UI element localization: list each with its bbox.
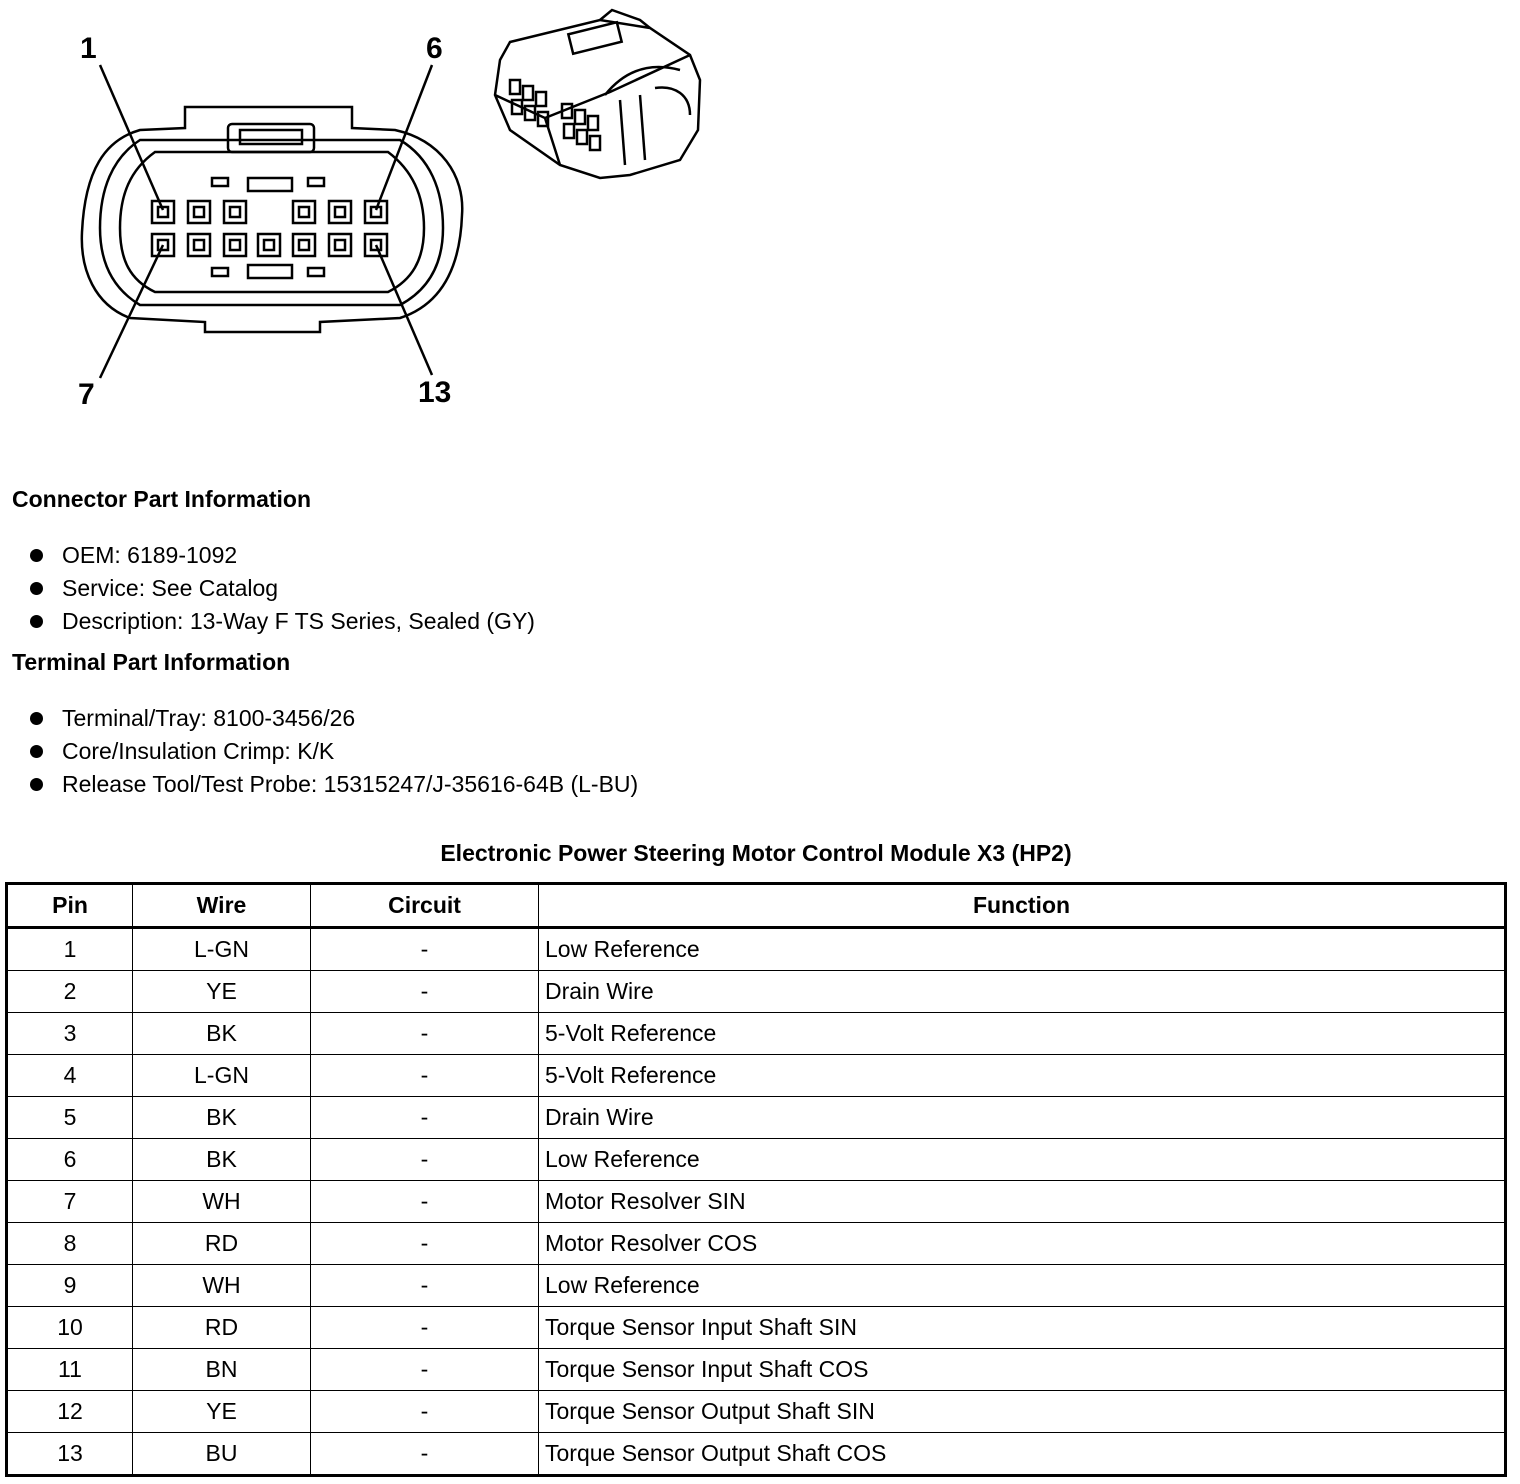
table-row: [7, 1181, 1506, 1223]
table-title: Electronic Power Steering Motor Control Module X3 (HP2): [440, 840, 1072, 866]
connector-isometric: [495, 10, 700, 178]
cell-wire: YE: [133, 1391, 311, 1433]
cell-pin: 9: [7, 1265, 133, 1307]
header-function: Function: [539, 884, 1506, 928]
cell-function: Torque Sensor Input Shaft SIN: [539, 1307, 1506, 1349]
table-row: [7, 1013, 1506, 1055]
cell-function: Low Reference: [539, 928, 1506, 971]
table-row: [7, 1349, 1506, 1391]
cell-circuit: -: [311, 1013, 539, 1055]
cell-wire: WH: [133, 1181, 311, 1223]
cell-circuit: -: [311, 1223, 539, 1265]
cell-function: Drain Wire: [539, 1097, 1506, 1139]
cell-wire: L-GN: [133, 1055, 311, 1097]
cell-wire: L-GN: [133, 928, 311, 971]
list-item: OEM: 6189-1092: [30, 539, 535, 572]
list-item: Terminal/Tray: 8100-3456/26: [30, 702, 638, 735]
callout-pin-6: 6: [426, 32, 443, 65]
table-row: [7, 1223, 1506, 1265]
cell-circuit: -: [311, 1139, 539, 1181]
cell-circuit: -: [311, 1349, 539, 1391]
connector-diagram: [0, 0, 760, 430]
cell-pin: 4: [7, 1055, 133, 1097]
list-item: Release Tool/Test Probe: 15315247/J-35616-64B (L-BU): [30, 768, 638, 801]
cell-wire: BK: [133, 1139, 311, 1181]
header-pin: Pin: [7, 884, 133, 928]
bullet-icon: [30, 582, 43, 595]
cell-wire: BK: [133, 1097, 311, 1139]
cell-wire: WH: [133, 1265, 311, 1307]
cell-circuit: -: [311, 1265, 539, 1307]
cell-function: Low Reference: [539, 1265, 1506, 1307]
cell-wire: BU: [133, 1433, 311, 1476]
bullet-icon: [30, 615, 43, 628]
bullet-icon: [30, 778, 43, 791]
cell-wire: RD: [133, 1307, 311, 1349]
cell-circuit: -: [311, 1307, 539, 1349]
cell-circuit: -: [311, 1097, 539, 1139]
cell-circuit: -: [311, 1181, 539, 1223]
cell-pin: 10: [7, 1307, 133, 1349]
callout-pin-1: 1: [80, 32, 97, 65]
cell-pin: 2: [7, 971, 133, 1013]
terminal-part-info-list: [30, 702, 638, 801]
callout-pin-7: 7: [78, 378, 95, 411]
connector-part-info-list: [30, 539, 535, 638]
cell-wire: BN: [133, 1349, 311, 1391]
cell-wire: BK: [133, 1013, 311, 1055]
cell-circuit: -: [311, 928, 539, 971]
list-item: Core/Insulation Crimp: K/K: [30, 735, 638, 768]
callout-pin-13: 13: [418, 376, 452, 409]
table-row: [7, 1139, 1506, 1181]
cell-pin: 5: [7, 1097, 133, 1139]
cell-pin: 13: [7, 1433, 133, 1476]
cell-wire: YE: [133, 971, 311, 1013]
cell-pin: 11: [7, 1349, 133, 1391]
pinout-table: [5, 882, 1507, 1477]
cell-circuit: -: [311, 1391, 539, 1433]
list-item: Service: See Catalog: [30, 572, 535, 605]
table-header-row: [7, 884, 1506, 928]
cell-circuit: -: [311, 1433, 539, 1476]
cell-circuit: -: [311, 971, 539, 1013]
connector-part-info-heading: Connector Part Information: [12, 486, 312, 512]
cell-pin: 12: [7, 1391, 133, 1433]
table-row: [7, 928, 1506, 971]
cell-pin: 6: [7, 1139, 133, 1181]
cell-pin: 3: [7, 1013, 133, 1055]
cell-function: 5-Volt Reference: [539, 1013, 1506, 1055]
table-row: [7, 1055, 1506, 1097]
table-row: [7, 1391, 1506, 1433]
table-row: [7, 1433, 1506, 1476]
cell-function: Low Reference: [539, 1139, 1506, 1181]
list-item: Description: 13-Way F TS Series, Sealed (GY): [30, 605, 535, 638]
header-circuit: Circuit: [311, 884, 539, 928]
cell-function: Torque Sensor Output Shaft COS: [539, 1433, 1506, 1476]
cell-function: Torque Sensor Output Shaft SIN: [539, 1391, 1506, 1433]
terminal-part-info-heading: Terminal Part Information: [12, 649, 291, 675]
bullet-icon: [30, 549, 43, 562]
cell-function: 5-Volt Reference: [539, 1055, 1506, 1097]
table-row: [7, 1265, 1506, 1307]
cell-pin: 7: [7, 1181, 133, 1223]
cell-function: Motor Resolver SIN: [539, 1181, 1506, 1223]
table-body: [7, 928, 1506, 1476]
header-wire: Wire: [133, 884, 311, 928]
cell-function: Motor Resolver COS: [539, 1223, 1506, 1265]
bullet-icon: [30, 745, 43, 758]
cell-circuit: -: [311, 1055, 539, 1097]
cell-pin: 8: [7, 1223, 133, 1265]
cell-wire: RD: [133, 1223, 311, 1265]
table-row: [7, 971, 1506, 1013]
cell-function: Torque Sensor Input Shaft COS: [539, 1349, 1506, 1391]
bullet-icon: [30, 712, 43, 725]
cell-pin: 1: [7, 928, 133, 971]
cell-function: Drain Wire: [539, 971, 1506, 1013]
table-row: [7, 1097, 1506, 1139]
table-row: [7, 1307, 1506, 1349]
